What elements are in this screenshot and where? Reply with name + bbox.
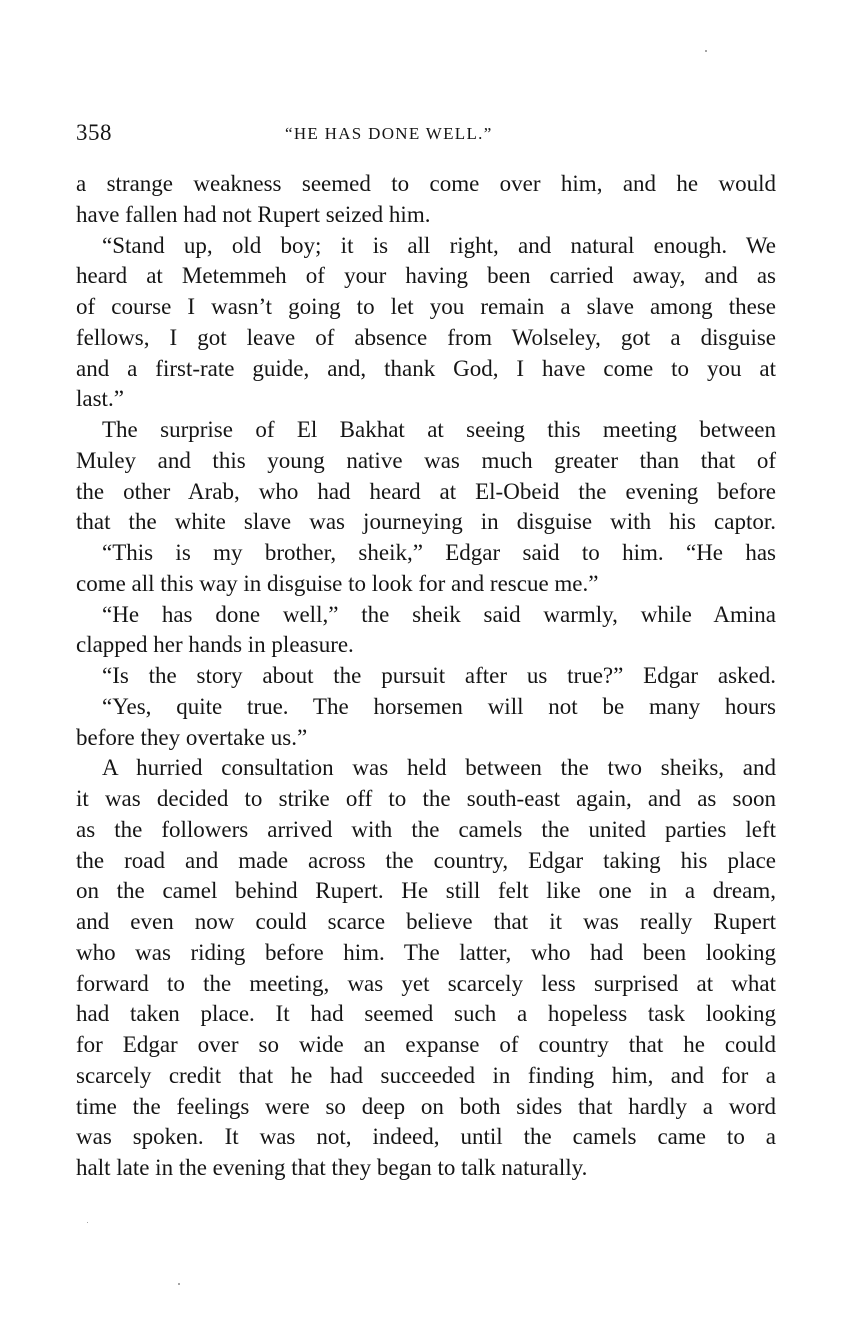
text-line: the other Arab, who had heard at El-Obeid the evening before — [76, 478, 776, 504]
text-line: fellows, I got leave of absence from Wolseley, got a disguise — [76, 324, 776, 350]
text-line: the road and made across the country, Edgar taking his place — [76, 847, 776, 873]
scan-speck — [87, 1222, 88, 1223]
text-line: time the feelings were so deep on both sides that hardly a word — [76, 1093, 776, 1119]
text-line: “He has done well,” the sheik said warmly, while Amina — [102, 601, 776, 627]
text-line: halt late in the evening that they began to talk naturally. — [76, 1155, 588, 1180]
running-title: “HE HAS DONE WELL.” — [285, 124, 493, 143]
text-line: a strange weakness seemed to come over him, and he would — [76, 171, 776, 196]
text-line: and a first-rate guide, and, thank God, I have come to you at — [76, 355, 776, 381]
text-line: Muley and this young native was much greater than that of — [76, 447, 776, 473]
text-line: “Stand up, old boy; it is all right, and natural enough. We — [102, 232, 776, 258]
text-line: “Is the story about the pursuit after us true?” Edgar asked. — [102, 663, 776, 688]
text-line: and even now could scarce believe that it was really Rupert — [76, 909, 776, 934]
text-line: that the white slave was journeying in disguise with his captor. — [76, 509, 776, 535]
page-number: 358 — [76, 120, 112, 145]
text-line: for Edgar over so wide an expanse of country that he could — [76, 1032, 776, 1057]
text-line: “This is my brother, sheik,” Edgar said to him. “He has — [102, 540, 776, 565]
text-line: last.” — [76, 386, 124, 412]
text-line: come all this way in disguise to look for and rescue me.” — [76, 570, 599, 596]
text-line: who was riding before him. The latter, who had been looking — [76, 939, 776, 965]
text-line: scarcely credit that he had succeeded in finding him, and for a — [76, 1062, 776, 1088]
scan-speck — [178, 1283, 180, 1285]
text-line: of course I wasn’t going to let you remain a slave among these — [76, 294, 776, 319]
body-text — [76, 169, 776, 1184]
text-line: heard at Metemmeh of your having been carried away, and as — [76, 263, 776, 289]
text-line: as the followers arrived with the camels the united parties left — [76, 816, 776, 842]
text-line: clapped her hands in pleasure. — [76, 632, 354, 658]
text-line: The surprise of El Bakhat at seeing this meeting between — [102, 417, 776, 442]
text-line: it was decided to strike off to the south-east again, and as soon — [76, 786, 776, 811]
text-line: “Yes, quite true. The horsemen will not be many hours — [102, 693, 776, 719]
scan-speck — [705, 50, 707, 52]
text-line: forward to the meeting, was yet scarcely less surprised at what — [76, 970, 776, 996]
text-line: had taken place. It had seemed such a hopeless task looking — [76, 1001, 776, 1027]
text-line: on the camel behind Rupert. He still felt like one in a dream, — [76, 878, 776, 904]
text-line: have fallen had not Rupert seized him. — [76, 201, 431, 227]
text-line: was spoken. It was not, indeed, until the camels came to a — [76, 1124, 776, 1150]
text-line: A hurried consultation was held between the two sheiks, and — [102, 755, 776, 781]
text-line: before they overtake us.” — [76, 724, 308, 750]
